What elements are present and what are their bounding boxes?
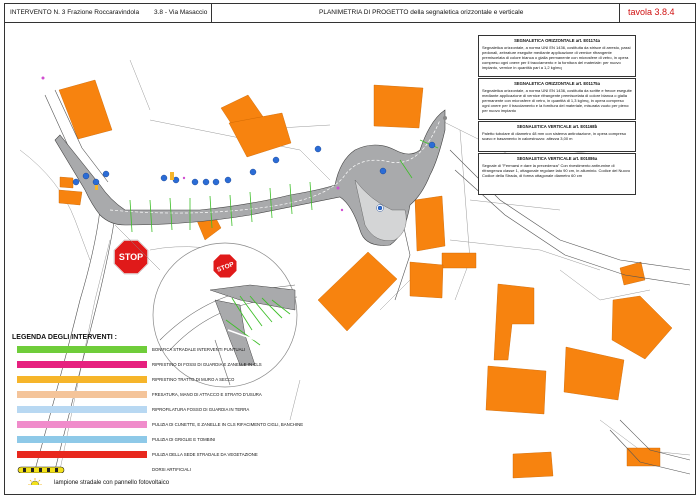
legend-item-dorsi (12, 466, 252, 475)
legend-swatch (17, 406, 147, 413)
spec-note-body: Paletto tubolare di diametro 48 mm con sistema antirotazione, in opera compreso scavo e basamento in calcestruzzo: altezza 3,00 m (482, 131, 627, 141)
legend-item (12, 376, 252, 385)
legend-swatch (17, 421, 147, 428)
legend-label: BONIFICA STRADALE INTERVENTI PUNTUALI (152, 347, 246, 352)
speed-bump-icon (17, 466, 67, 473)
spec-note-title: SEGNALETICA ORIZZONTALE art. E01174a (514, 38, 600, 43)
legend-label: PULIZIA DI CUNETTE, E ZANELLE IN CLS RIFACIMENTO CIGLI, BANCHINE (152, 422, 304, 427)
legend-label: DORSI ARTIFICIALI (152, 467, 191, 472)
legend-swatch (17, 346, 147, 353)
spec-note-e01174a (478, 35, 636, 77)
stop-sign-text: STOP (118, 252, 144, 262)
spec-note-title: SEGNALETICA ORIZZONTALE art. E01175a (514, 81, 600, 86)
legend-item (12, 391, 262, 400)
legend-item (12, 436, 252, 445)
legend-item (12, 361, 262, 370)
spec-note-body: Segnale di "Fermarsi e dare la precedenza" Con rivestimento antirumine di rifrangenza classe 1, ottagonale regolare lato 90 cm, in alluminio. Codice del Nuovo Codice della Strada, di forma ottagonale diametro 60 cm (482, 163, 631, 178)
legend-swatch (17, 451, 147, 458)
spec-note-body: Segnaletica orizzontale, a norma UNI EN 1436, costituita da scritte e frecce eseguite mediante applicazione di vernice rifrangente premiscelata di colore bianca o gialla permanente con microsfere di vetro, in quantità di 1,3 kg/mq, in opera compreso ogni onere per il tracciamento e la fornitura del materiale, misurata vuoto per pieno: per nuovo impianto (482, 88, 632, 113)
legend (12, 334, 304, 496)
legend-item (12, 406, 252, 415)
legend-label: RIPRISTINO TRATTO DI MURO A SECCO (152, 377, 235, 382)
spec-note-e01086a (478, 153, 636, 195)
legend-item (12, 421, 304, 430)
spec-note-title: SEGNALETICA VERTICALE art. E01086a (516, 156, 598, 161)
legend-swatch (17, 436, 147, 443)
legend-title: LEGENDA DEGLI INTERVENTI : (12, 334, 118, 341)
legend-label: RIPRISTINO DI FOSSI DI GUARDIA E ZANELLE IN CLS (152, 362, 262, 367)
legend-label: PULIZIA DELLA SEDE STRADALE DA VEGETAZIONE (152, 452, 258, 457)
spec-note-body: Segnaletica orizzontale, a norma UNI EN 1436, costituita da strisce di arresto, passi pedonali, zebrature eseguite mediante applicazione di vernice rifrangente premiscelata di colore bianca o gialla permanente con microsfere di vetro, in opera compreso ogni onere per il tracciamento e la fornitura del materiale: per nuovo impianto, vernice in quantità pari a 1,2 kg/mq (482, 45, 631, 70)
legend-swatch (17, 361, 147, 368)
legend-item (12, 451, 258, 460)
legend-item-lamp (12, 481, 252, 490)
legend-label: lampione stradale con pannello fotovoltaico (54, 480, 170, 486)
plan-title: PLANIMETRIA DI PROGETTO della segnaletica orizzontale e verticale (319, 9, 524, 16)
legend-label: PULIZIA DI GRIGLIE E TOMBINI (152, 437, 216, 442)
legend-item (12, 346, 252, 355)
intervention-label: INTERVENTO N. 3 Frazione Roccaravindola (10, 9, 140, 16)
legend-label: FRESATURA, MANO DI ATTACCO E STRATO D'USURA (152, 392, 262, 397)
street-label: 3.8 - Via Masaccio (154, 9, 208, 16)
legend-swatch (17, 391, 147, 398)
spec-note-e01175a (478, 78, 636, 120)
sheet-number: tavola 3.8.4 (628, 7, 675, 17)
spec-note-title: SEGNALETICA VERTICALE art. E01168b (516, 124, 598, 129)
zoom-stop-sign-text: STOP (216, 261, 235, 274)
legend-label: RIPROFILATURA FOSSO DI GUARDIA IN TERRA (152, 407, 250, 412)
spec-note-e01168b (478, 121, 636, 152)
legend-swatch (17, 376, 147, 383)
